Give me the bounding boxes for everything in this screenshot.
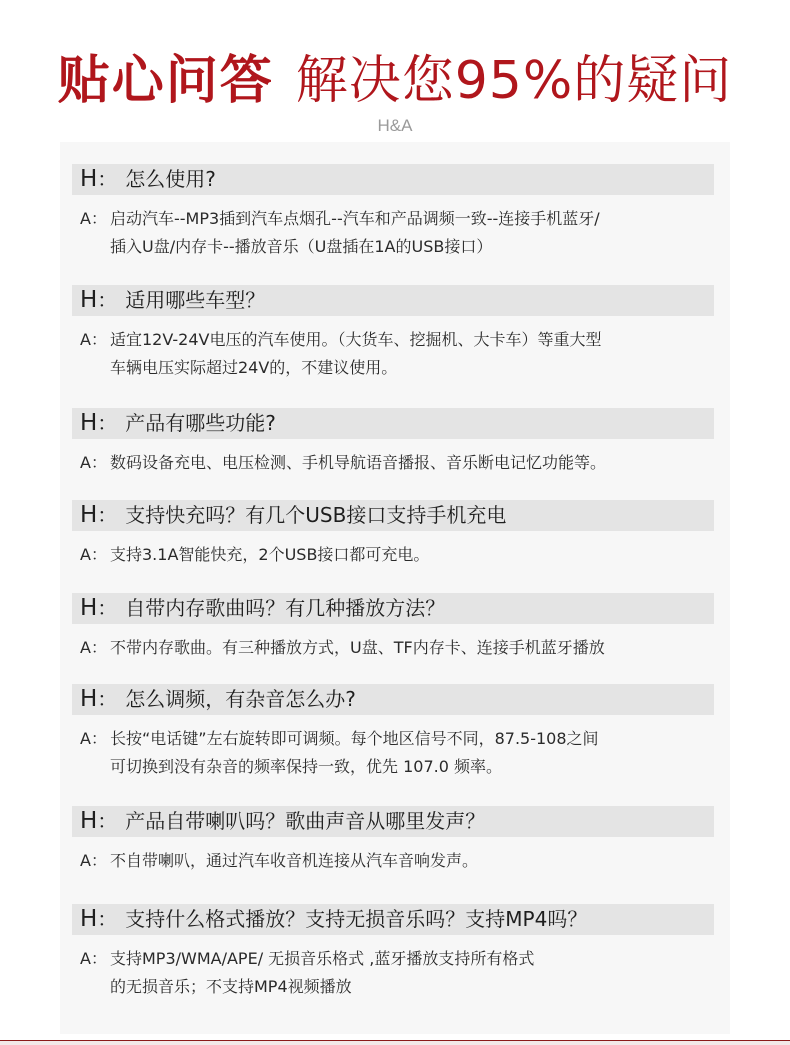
answer-label: A (80, 330, 91, 349)
qa-item-4 (72, 500, 714, 569)
question-text: 支持什么格式播放？支持无损音乐吗？支持MP4吗？ (125, 907, 588, 931)
answer: A： 支持MP3/WMA/APE/ 无损音乐格式 ,蓝牙播放支持所有格式 的无损音乐；不支持MP4视频播放 (72, 945, 714, 1001)
answer-text: 支持MP3/WMA/APE/ 无损音乐格式 ,蓝牙播放支持所有格式 的无损音乐；不支持MP4视频播放 (110, 949, 535, 996)
question-label: H (80, 287, 98, 313)
answer-text: 适宜12V-24V电压的汽车使用。（大货车、挖掘机、大卡车）等重大型 车辆电压实际超过24V的，不建议使用。 (110, 330, 602, 377)
answer-text: 长按“电话键”左右旋转即可调频。每个地区信号不同，87.5-108之间 可切换到没有杂音的频率保持一致，优先 107.0 频率。 (110, 729, 599, 776)
answer-text: 不带内存歌曲。有三种播放方式，U盘、TF内存卡、连接手机蓝牙播放 (110, 638, 605, 657)
answer: A： 适宜12V-24V电压的汽车使用。（大货车、挖掘机、大卡车）等重大型 车辆电压实际超过24V的，不建议使用。 (72, 326, 714, 382)
answer-label: A (80, 453, 91, 472)
answer: A： 不带内存歌曲。有三种播放方式，U盘、TF内存卡、连接手机蓝牙播放 (72, 634, 714, 662)
answer-text: 启动汽车--MP3插到汽车点烟孔--汽车和产品调频一致--连接手机蓝牙/ 插入U盘/内存卡--播放音乐（U盘插在1A的USB接口） (110, 209, 600, 256)
question-text: 产品自带喇叭吗？歌曲声音从哪里发声？ (125, 809, 486, 833)
question-text: 怎么使用? (125, 167, 216, 191)
question-text: 产品有哪些功能? (125, 411, 276, 435)
question-label: H (80, 808, 98, 834)
answer-text: 不自带喇叭，通过汽车收音机连接从汽车音响发声。 (110, 851, 479, 870)
question-label: H (80, 410, 98, 436)
qa-item-3 (72, 408, 714, 477)
question-bar: H： 怎么使用? (72, 164, 714, 195)
qa-item-5 (72, 593, 714, 662)
qa-item-1 (72, 164, 714, 261)
question-bar: H： 适用哪些车型？ (72, 285, 714, 316)
answer-label: A (80, 851, 91, 870)
qa-item-6 (72, 684, 714, 781)
question-bar: H： 自带内存歌曲吗？有几种播放方法？ (72, 593, 714, 624)
question-label: H (80, 686, 98, 712)
qa-item-7 (72, 806, 714, 875)
question-text: 支持快充吗？有几个USB接口支持手机充电 (125, 503, 507, 527)
answer-text: 数码设备充电、电压检测、手机导航语音播报、音乐断电记忆功能等。 (110, 453, 607, 472)
question-bar: H： 产品有哪些功能? (72, 408, 714, 439)
question-label: H (80, 906, 98, 932)
answer-label: A (80, 209, 91, 228)
subtitle: H&A (377, 116, 413, 135)
title-secondary: 解决您95%的疑问 (295, 51, 733, 111)
question-text: 适用哪些车型？ (125, 288, 266, 312)
answer: A： 数码设备充电、电压检测、手机导航语音播报、音乐断电记忆功能等。 (72, 449, 714, 477)
answer: A： 支持3.1A智能快充，2个USB接口都可充电。 (72, 541, 714, 569)
qa-panel (60, 142, 730, 1034)
answer: A： 启动汽车--MP3插到汽车点烟孔--汽车和产品调频一致--连接手机蓝牙/ 插入U盘/内存卡--播放音乐（U盘插在1A的USB接口） (72, 205, 714, 261)
question-label: H (80, 166, 98, 192)
question-text: 怎么调频，有杂音怎么办? (125, 687, 356, 711)
question-label: H (80, 595, 98, 621)
question-label: H (80, 502, 98, 528)
answer-label: A (80, 638, 91, 657)
qa-item-2 (72, 285, 714, 382)
page-header (0, 38, 790, 113)
question-text: 自带内存歌曲吗？有几种播放方法？ (125, 596, 446, 620)
qa-item-8 (72, 904, 714, 1001)
title-main: 贴心问答 (57, 51, 274, 111)
bottom-divider (0, 1038, 790, 1045)
answer-label: A (80, 949, 91, 968)
answer-label: A (80, 545, 91, 564)
answer-text: 支持3.1A智能快充，2个USB接口都可充电。 (110, 545, 430, 564)
question-bar: H： 产品自带喇叭吗？歌曲声音从哪里发声？ (72, 806, 714, 837)
answer: A： 长按“电话键”左右旋转即可调频。每个地区信号不同，87.5-108之间 可切换到没有杂音的频率保持一致，优先 107.0 频率。 (72, 725, 714, 781)
question-bar: H： 支持快充吗？有几个USB接口支持手机充电 (72, 500, 714, 531)
question-bar: H： 支持什么格式播放？支持无损音乐吗？支持MP4吗？ (72, 904, 714, 935)
answer: A： 不自带喇叭，通过汽车收音机连接从汽车音响发声。 (72, 847, 714, 875)
question-bar: H： 怎么调频，有杂音怎么办? (72, 684, 714, 715)
answer-label: A (80, 729, 91, 748)
